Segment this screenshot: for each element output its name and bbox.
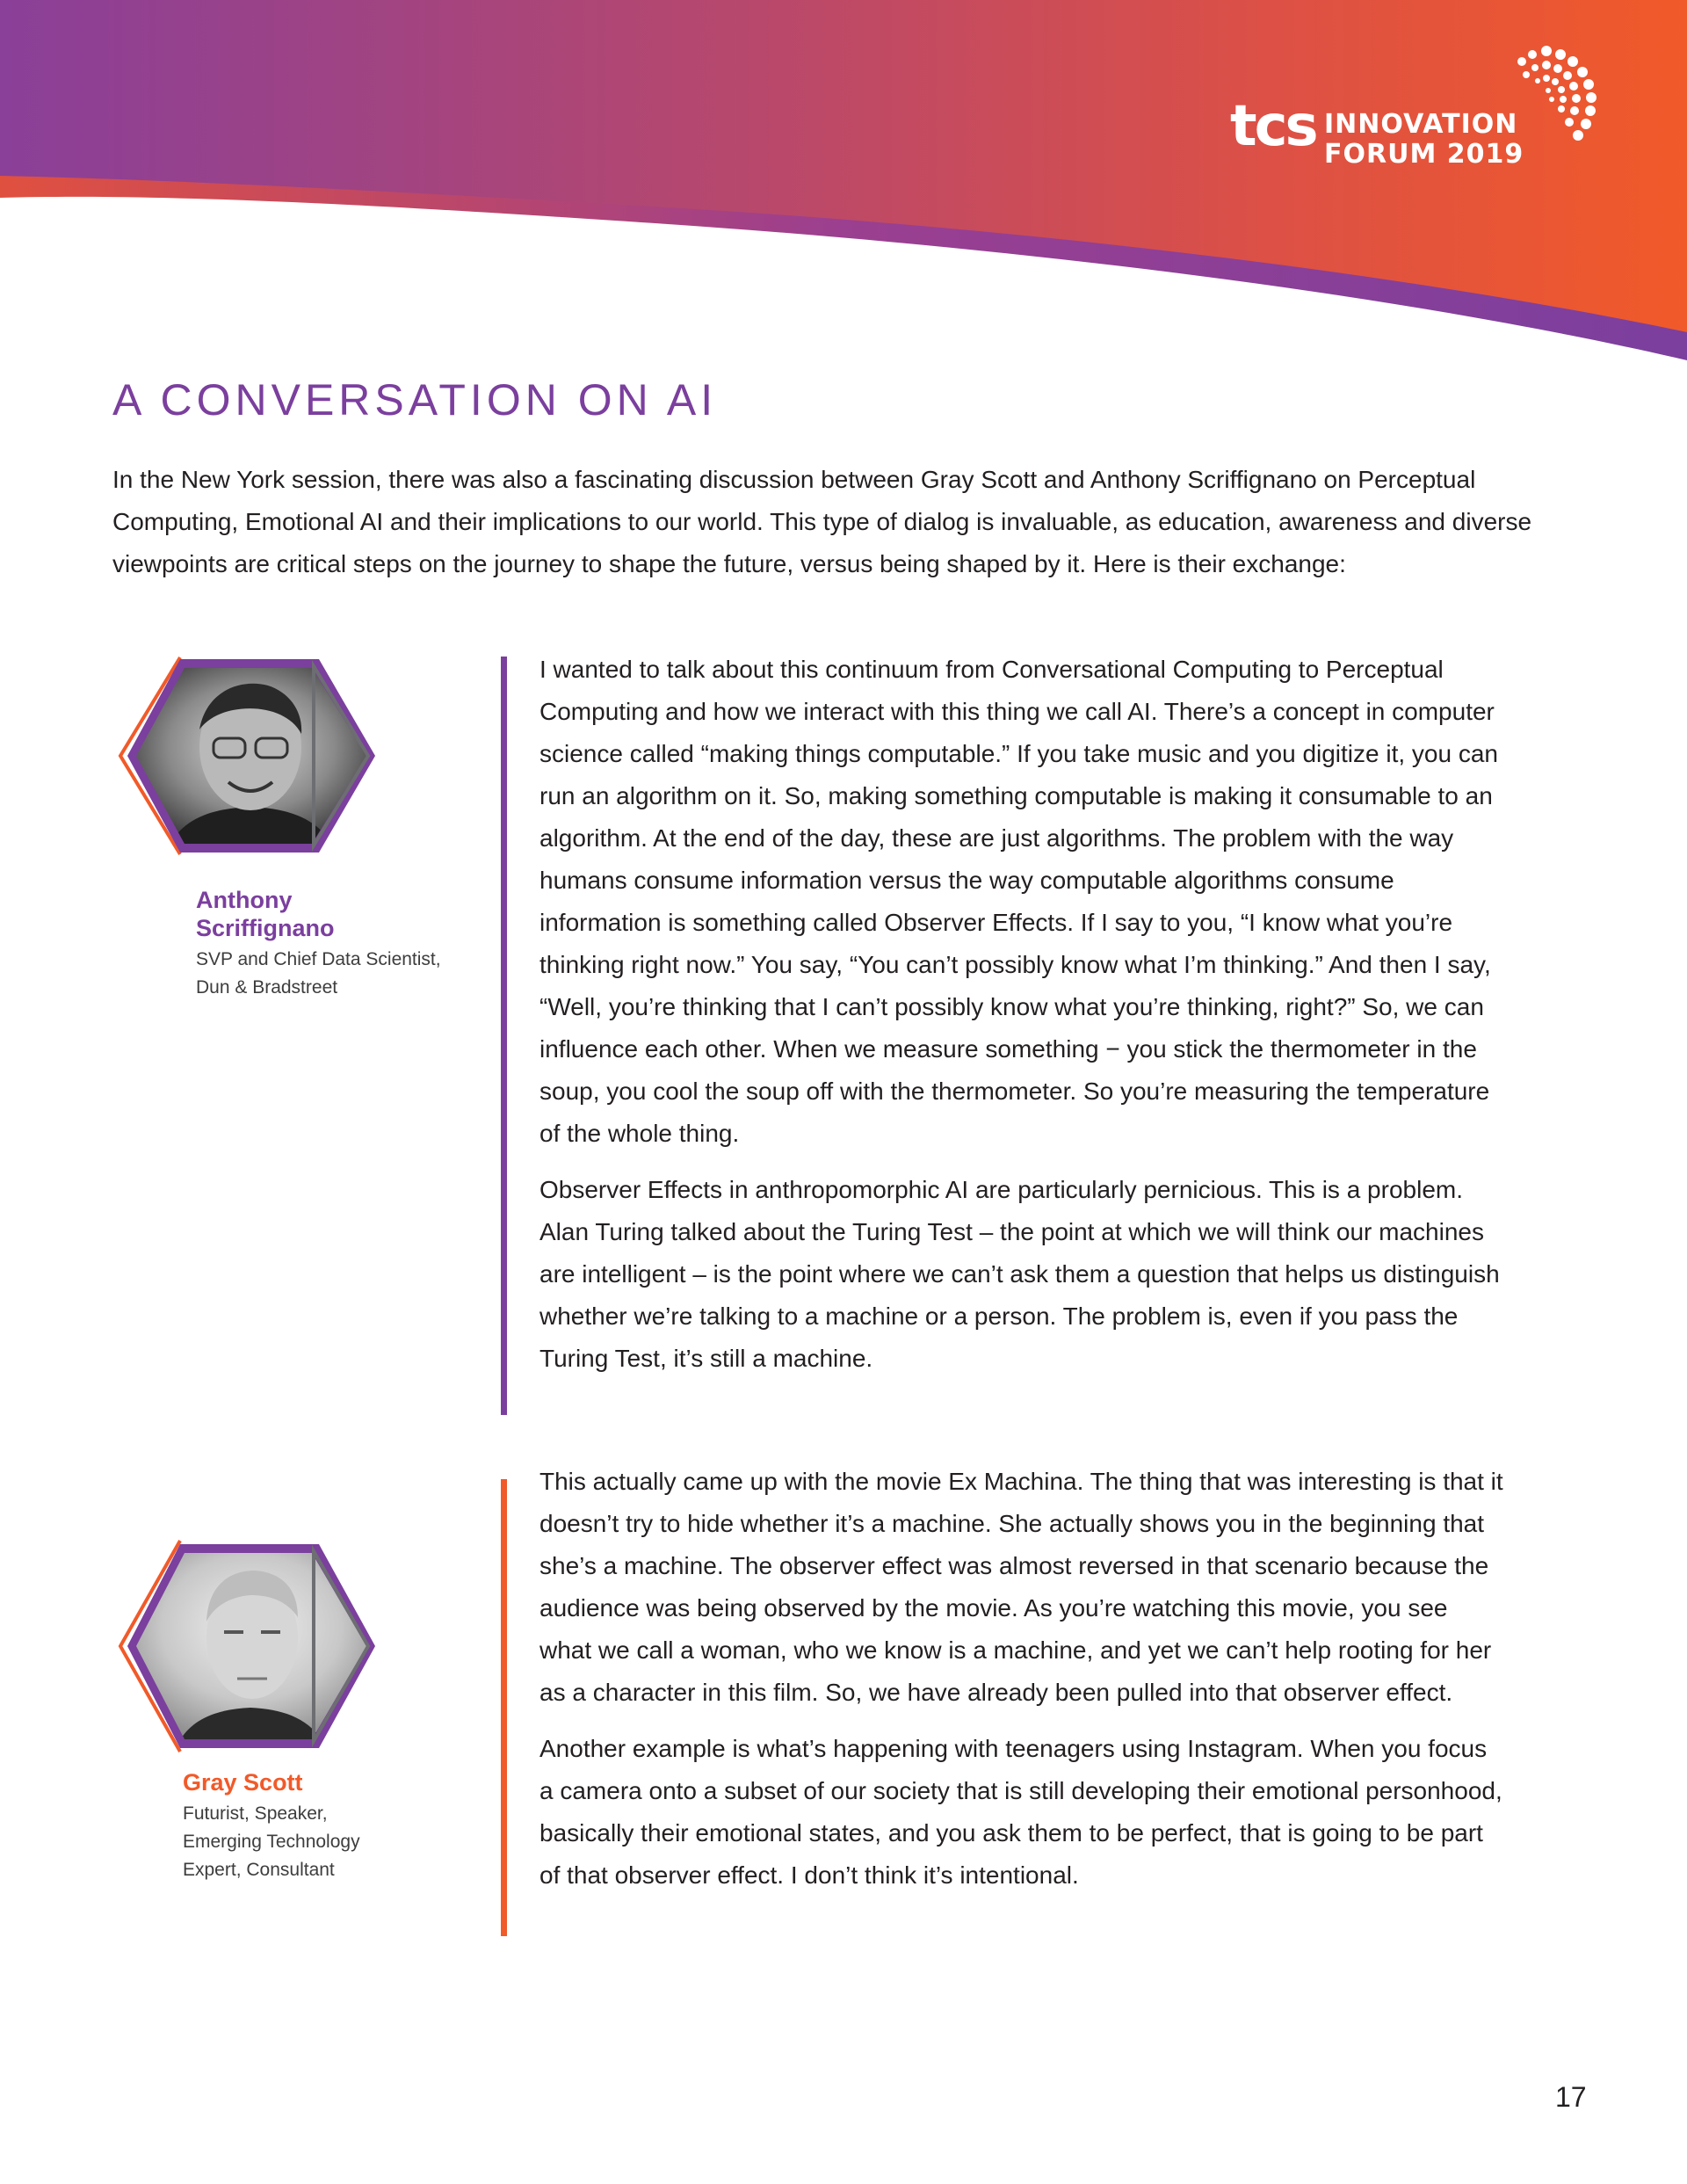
speaker-portrait-anthony bbox=[110, 650, 382, 866]
speaker-role: SVP and Chief Data Scientist, Dun & Bradstreet bbox=[196, 949, 441, 998]
page-title: A CONVERSATION ON AI bbox=[112, 375, 718, 424]
portrait-hexagon bbox=[110, 650, 382, 866]
quote-bar-purple bbox=[501, 657, 507, 1415]
quote-block-gray bbox=[539, 1461, 1506, 1911]
speaker-role: Futurist, Speaker, Emerging Technology Expert, Consultant bbox=[183, 1803, 360, 1880]
speaker-name: Anthony Scriffignano bbox=[196, 887, 335, 941]
logo-dots-icon bbox=[1494, 44, 1599, 158]
logo-brand: tcs bbox=[1230, 94, 1316, 159]
logo-line-2: FORUM 2019 bbox=[1324, 139, 1524, 170]
quote-bar-orange bbox=[501, 1479, 507, 1936]
intro-paragraph: In the New York session, there was also a fascinating discussion between Gray Scott and Anthony Scriffignano on Perceptual Computing, Emotional AI and their implications to our world. This type of dialog is invaluable, as education, awareness and diverse viewpoints are critical steps on the journey to shape the future, versus being shaped by it. Here is their exchange: bbox=[112, 466, 1532, 577]
logo-line-1: INNOVATION bbox=[1324, 109, 1518, 140]
speaker-name: Gray Scott bbox=[183, 1769, 303, 1796]
portrait-hexagon bbox=[110, 1534, 382, 1762]
quote-block-anthony bbox=[539, 649, 1506, 1394]
quote-paragraph: Observer Effects in anthropomorphic AI are particularly pernicious. This is a problem. Alan Turing talked about the Turing Test – the point at which we will think our machines are intelligent – is the point where we can’t ask them a question that helps us distinguish whether we’re talking to a machine or a person. The problem is, even if you pass the Turing Test, it’s still a machine. bbox=[539, 1176, 1500, 1372]
quote-paragraph: I wanted to talk about this continuum from Conversational Computing to Perceptual Computing and how we interact with this thing we call AI. There’s a concept in computer science called “making things computable.” If you take music and you digitize it, you can run an algorithm on it. So, making something computable is making it consumable to an algorithm. At the end of the day, these are just algorithms. The problem with the way humans consume information versus the way computable algorithms consume information is something called Observer Effects. If I say to you, “I know what you’re thinking right now.” You say, “You can’t possibly know what I’m thinking.” And then I say, “Well, you’re thinking that I can’t possibly know what you’re thinking, right?” So, we can influence each other. When we measure something − you stick the thermometer in the soup, you cool the soup off with the thermometer. So you’re measuring the temperature of the whole thing. bbox=[539, 656, 1499, 1147]
quote-paragraph: This actually came up with the movie Ex Machina. The thing that was interesting is that it doesn’t try to hide whether it’s a machine. She actually shows you in the beginning that she’s a machine. The observer effect was almost reversed in that scenario because the audience was being observed by the movie. As you’re watching this movie, you see what we call a woman, who we know is a machine, and yet we can’t help rooting for her as a character in this film. So, we have already been pulled into that observer effect. bbox=[539, 1468, 1503, 1706]
quote-paragraph: Another example is what’s happening with teenagers using Instagram. When you focus a camera onto a subset of our society that is still developing their emotional personhood, basically their emotional states, and you ask them to be perfect, that is going to be part of that observer effect. I don’t think it’s intentional. bbox=[539, 1735, 1502, 1889]
speaker-portrait-gray bbox=[110, 1534, 382, 1762]
tcs-innovation-forum-logo bbox=[1230, 44, 1599, 176]
page-number: 17 bbox=[1555, 2081, 1587, 2113]
